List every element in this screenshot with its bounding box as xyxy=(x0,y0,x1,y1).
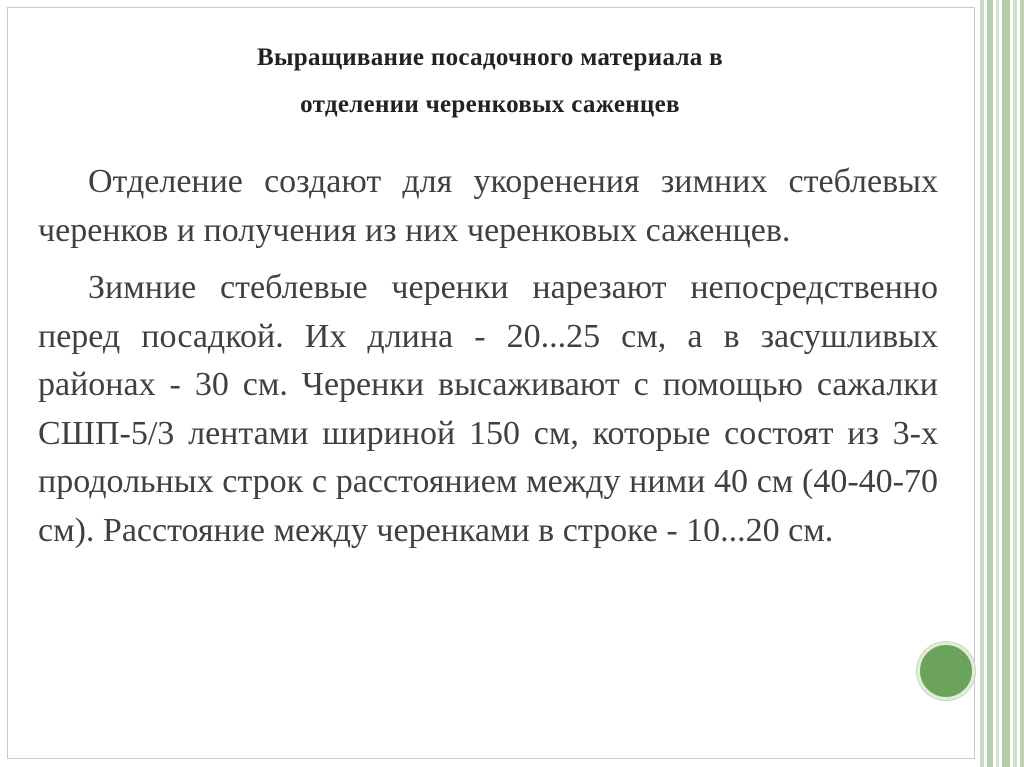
title-line: отделении черенковых саженцев xyxy=(300,91,680,118)
stripe xyxy=(996,0,999,767)
paragraph: Отделение создают для укоренения зимних стеблевых черенков и получения из них черенковых саженцев. xyxy=(38,163,938,249)
title-line: Выращивание посадочного материала в xyxy=(257,44,723,71)
slide-body xyxy=(38,158,938,564)
paragraph: Зимние стеблевые черенки нарезают непосредственно перед посадкой. Их длина - 20...25 см, а в засушливых районах - 30 см. Черенки высаживают с помощью сажалки СШП-5/3 лентами шириной 150 см, которые состоят из 3-х продольных строк с расстоянием между ними 40 см (40-40-70 см). Расстояние между черенками в строке - 10...20 см. xyxy=(38,269,938,549)
green-circle-decoration xyxy=(917,642,975,700)
decorative-stripes xyxy=(980,0,1024,767)
stripe xyxy=(987,0,993,767)
stripe xyxy=(1020,0,1024,767)
stripe xyxy=(1002,0,1010,767)
stripe xyxy=(980,0,984,767)
stripe xyxy=(1013,0,1017,767)
slide-title xyxy=(60,34,920,128)
